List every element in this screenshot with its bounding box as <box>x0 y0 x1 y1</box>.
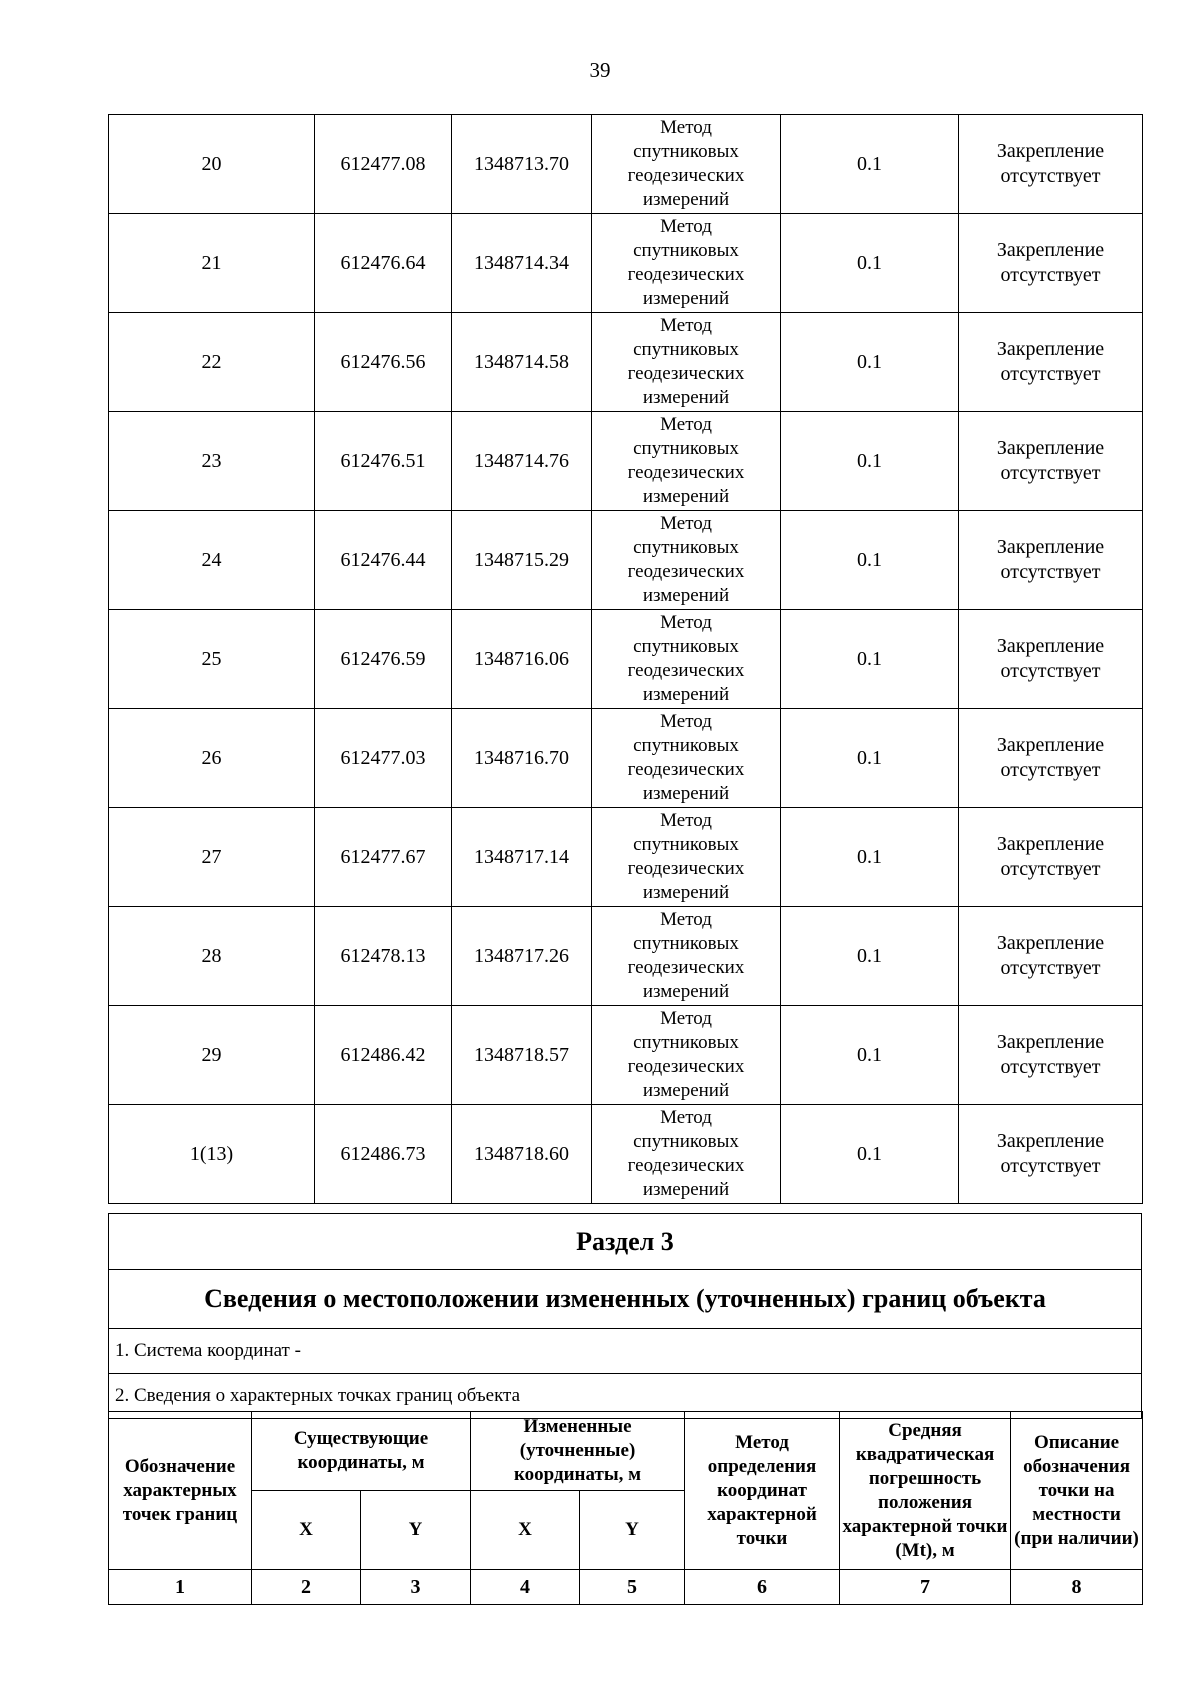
y-coordinate-cell: 1348717.26 <box>452 907 592 1006</box>
method-line: спутниковых <box>633 438 739 459</box>
point-id-cell: 20 <box>109 115 315 214</box>
y-coordinate-cell: 1348714.34 <box>452 214 592 313</box>
accuracy-cell: 0.1 <box>781 214 959 313</box>
point-row <box>109 412 1143 511</box>
accuracy-cell: 0.1 <box>781 808 959 907</box>
point-row <box>109 709 1143 808</box>
method-line: спутниковых <box>633 933 739 954</box>
point-id-cell: 29 <box>109 1006 315 1105</box>
method-line: Метод <box>660 1008 712 1029</box>
fixation-line: Закрепление <box>996 536 1105 558</box>
point-row <box>109 511 1143 610</box>
method-line: геодезических <box>627 660 745 681</box>
method-line: Метод <box>660 414 712 435</box>
fixation-line: отсутствует <box>1000 264 1101 286</box>
fixation-line: Закрепление <box>996 338 1105 360</box>
point-id-cell: 1(13) <box>109 1105 315 1204</box>
method-line: Метод <box>660 117 712 138</box>
y-coordinate-cell: 1348717.14 <box>452 808 592 907</box>
column-number: 4 <box>471 1570 580 1605</box>
fixation-cell <box>959 709 1143 808</box>
method-cell <box>592 808 781 907</box>
method-line: измерений <box>642 1179 730 1200</box>
method-line: измерений <box>642 585 730 606</box>
method-line: измерений <box>642 1080 730 1101</box>
fixation-line: отсутствует <box>1000 1056 1101 1078</box>
accuracy-cell: 0.1 <box>781 1006 959 1105</box>
fixation-line: отсутствует <box>1000 858 1101 880</box>
method-line: спутниковых <box>633 339 739 360</box>
x-coordinate-cell: 612476.56 <box>315 313 452 412</box>
x-coordinate-cell: 612476.51 <box>315 412 452 511</box>
method-line: спутниковых <box>633 834 739 855</box>
boundary-points-header-table <box>108 1411 1143 1605</box>
column-number: 5 <box>580 1570 685 1605</box>
accuracy-cell: 0.1 <box>781 1105 959 1204</box>
method-line: Метод <box>660 513 712 534</box>
fixation-cell <box>959 313 1143 412</box>
x-coordinate-cell: 612486.42 <box>315 1006 452 1105</box>
method-cell <box>592 115 781 214</box>
method-line: геодезических <box>627 165 745 186</box>
column-number: 8 <box>1011 1570 1143 1605</box>
header-existing-coordinates: Существующие координаты, м <box>252 1412 471 1491</box>
accuracy-cell: 0.1 <box>781 907 959 1006</box>
method-line: Метод <box>660 315 712 336</box>
method-line: Метод <box>660 711 712 732</box>
x-coordinate-cell: 612477.67 <box>315 808 452 907</box>
fixation-line: отсутствует <box>1000 363 1101 385</box>
method-line: измерений <box>642 486 730 507</box>
fixation-line: Закрепление <box>996 437 1105 459</box>
point-id-cell: 23 <box>109 412 315 511</box>
fixation-line: Закрепление <box>996 734 1105 756</box>
point-row <box>109 313 1143 412</box>
fixation-line: отсутствует <box>1000 561 1101 583</box>
method-line: геодезических <box>627 462 745 483</box>
fixation-line: отсутствует <box>1000 660 1101 682</box>
section-title: Раздел 3 <box>109 1214 1142 1270</box>
accuracy-cell: 0.1 <box>781 610 959 709</box>
method-line: измерений <box>642 684 730 705</box>
method-line: спутниковых <box>633 141 739 162</box>
y-coordinate-cell: 1348716.70 <box>452 709 592 808</box>
fixation-line: Закрепление <box>996 1031 1105 1053</box>
fixation-cell <box>959 808 1143 907</box>
point-row <box>109 214 1143 313</box>
method-cell <box>592 709 781 808</box>
fixation-line: Закрепление <box>996 1130 1105 1152</box>
header-description: Описание обозначения точки на местности (при наличии) <box>1011 1412 1143 1570</box>
fixation-line: Закрепление <box>996 635 1105 657</box>
method-line: геодезических <box>627 957 745 978</box>
fixation-cell <box>959 1006 1143 1105</box>
accuracy-cell: 0.1 <box>781 511 959 610</box>
method-cell <box>592 1105 781 1204</box>
x-coordinate-cell: 612477.08 <box>315 115 452 214</box>
fixation-line: отсутствует <box>1000 759 1101 781</box>
accuracy-cell: 0.1 <box>781 313 959 412</box>
x-coordinate-cell: 612476.59 <box>315 610 452 709</box>
method-line: Метод <box>660 216 712 237</box>
fixation-line: отсутствует <box>1000 957 1101 979</box>
fixation-cell <box>959 511 1143 610</box>
accuracy-cell: 0.1 <box>781 709 959 808</box>
header-changed-coordinates: Измененные (уточненные) координаты, м <box>471 1412 685 1491</box>
method-line: измерений <box>642 288 730 309</box>
section-subtitle: Сведения о местоположении измененных (уточненных) границ объекта <box>109 1270 1142 1329</box>
method-line: измерений <box>642 981 730 1002</box>
fixation-cell <box>959 412 1143 511</box>
y-coordinate-cell: 1348714.58 <box>452 313 592 412</box>
point-row <box>109 907 1143 1006</box>
fixation-line: Закрепление <box>996 833 1105 855</box>
fixation-cell <box>959 214 1143 313</box>
method-cell <box>592 1006 781 1105</box>
fixation-line: Закрепление <box>996 239 1105 261</box>
method-line: спутниковых <box>633 636 739 657</box>
y-coordinate-cell: 1348716.06 <box>452 610 592 709</box>
method-line: геодезических <box>627 858 745 879</box>
method-line: Метод <box>660 1107 712 1128</box>
fixation-cell <box>959 1105 1143 1204</box>
point-row <box>109 610 1143 709</box>
method-line: спутниковых <box>633 240 739 261</box>
header-changed-x: X <box>471 1491 580 1570</box>
column-number: 1 <box>109 1570 252 1605</box>
point-id-cell: 22 <box>109 313 315 412</box>
method-line: геодезических <box>627 264 745 285</box>
column-number: 7 <box>840 1570 1011 1605</box>
accuracy-cell: 0.1 <box>781 115 959 214</box>
fixation-line: отсутствует <box>1000 462 1101 484</box>
method-line: спутниковых <box>633 537 739 558</box>
method-cell <box>592 907 781 1006</box>
method-line: измерений <box>642 387 730 408</box>
x-coordinate-cell: 612476.64 <box>315 214 452 313</box>
method-line: измерений <box>642 783 730 804</box>
method-line: измерений <box>642 189 730 210</box>
method-line: спутниковых <box>633 1131 739 1152</box>
accuracy-cell: 0.1 <box>781 412 959 511</box>
header-designation: Обозначение характерных точек границ <box>109 1412 252 1570</box>
method-line: спутниковых <box>633 1032 739 1053</box>
fixation-line: отсутствует <box>1000 1155 1101 1177</box>
fixation-line: Закрепление <box>996 932 1105 954</box>
method-line: Метод <box>660 909 712 930</box>
point-row <box>109 1105 1143 1204</box>
point-id-cell: 25 <box>109 610 315 709</box>
header-existing-y: Y <box>361 1491 471 1570</box>
point-id-cell: 21 <box>109 214 315 313</box>
fixation-cell <box>959 115 1143 214</box>
method-line: Метод <box>660 612 712 633</box>
y-coordinate-cell: 1348715.29 <box>452 511 592 610</box>
method-line: геодезических <box>627 759 745 780</box>
method-cell <box>592 412 781 511</box>
method-cell <box>592 313 781 412</box>
column-number: 6 <box>685 1570 840 1605</box>
method-cell <box>592 214 781 313</box>
x-coordinate-cell: 612486.73 <box>315 1105 452 1204</box>
point-row <box>109 115 1143 214</box>
method-line: Метод <box>660 810 712 831</box>
fixation-line: отсутствует <box>1000 165 1101 187</box>
method-line: геодезических <box>627 1155 745 1176</box>
page-number: 39 <box>589 58 611 82</box>
method-line: измерений <box>642 882 730 903</box>
method-line: геодезических <box>627 363 745 384</box>
y-coordinate-cell: 1348718.57 <box>452 1006 592 1105</box>
fixation-line: Закрепление <box>996 140 1105 162</box>
point-row <box>109 808 1143 907</box>
point-id-cell: 24 <box>109 511 315 610</box>
points-info-row: 2. Сведения о характерных точках границ объекта <box>109 1374 1142 1419</box>
y-coordinate-cell: 1348714.76 <box>452 412 592 511</box>
header-changed-y: Y <box>580 1491 685 1570</box>
header-accuracy: Средняя квадратическая погрешность положения характерной точки (Mt), м <box>840 1412 1011 1570</box>
x-coordinate-cell: 612477.03 <box>315 709 452 808</box>
method-cell <box>592 610 781 709</box>
coordinate-system-row: 1. Система координат - <box>109 1329 1142 1374</box>
y-coordinate-cell: 1348713.70 <box>452 115 592 214</box>
header-method: Метод определения координат характерной точки <box>685 1412 840 1570</box>
x-coordinate-cell: 612478.13 <box>315 907 452 1006</box>
fixation-cell <box>959 907 1143 1006</box>
column-number: 2 <box>252 1570 361 1605</box>
y-coordinate-cell: 1348718.60 <box>452 1105 592 1204</box>
fixation-cell <box>959 610 1143 709</box>
column-number: 3 <box>361 1570 471 1605</box>
section-3-block <box>108 1213 1142 1419</box>
method-line: геодезических <box>627 561 745 582</box>
header-existing-x: X <box>252 1491 361 1570</box>
point-id-cell: 26 <box>109 709 315 808</box>
characteristic-points-table <box>108 114 1143 1204</box>
point-row <box>109 1006 1143 1105</box>
x-coordinate-cell: 612476.44 <box>315 511 452 610</box>
method-line: спутниковых <box>633 735 739 756</box>
method-line: геодезических <box>627 1056 745 1077</box>
point-id-cell: 27 <box>109 808 315 907</box>
method-cell <box>592 511 781 610</box>
point-id-cell: 28 <box>109 907 315 1006</box>
